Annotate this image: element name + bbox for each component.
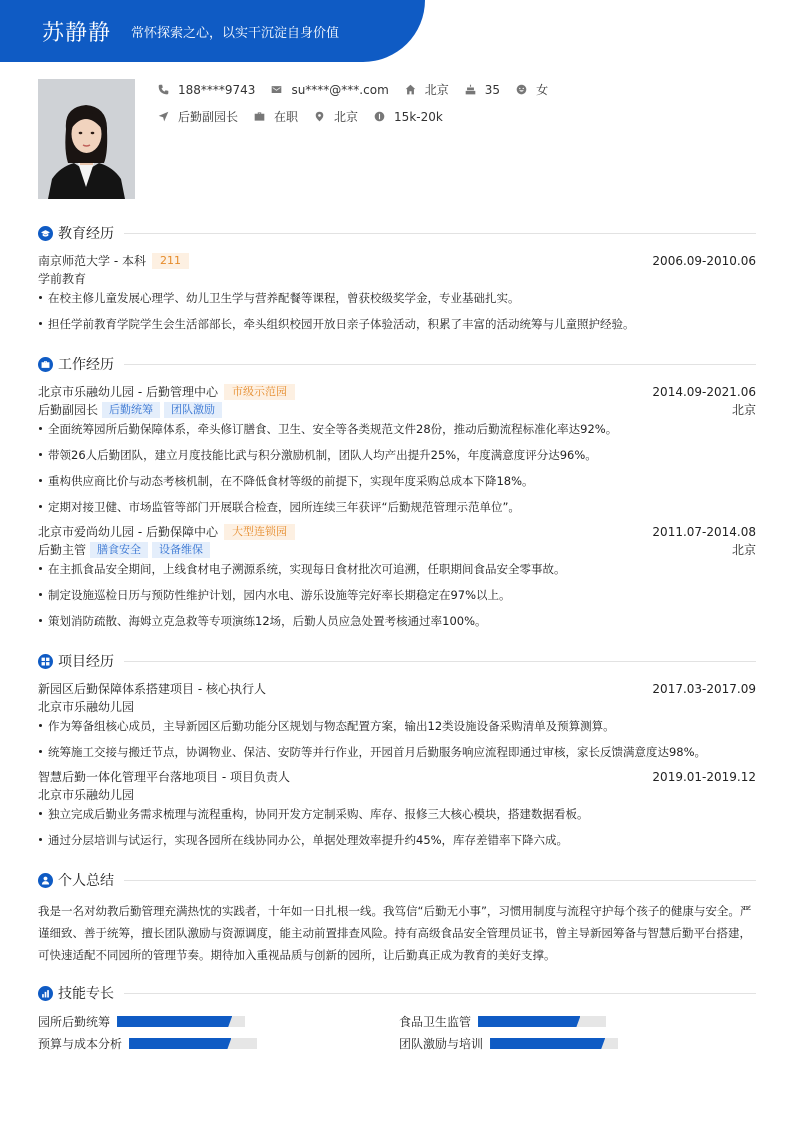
section-title-education: 教育经历 — [58, 226, 114, 242]
work-bullet: 重构供应商比价与动态考核机制，在不降低食材等级的前提下，实现年度采购总成本下降18%。 — [38, 473, 756, 489]
education-date: 2006.09-2010.06 — [652, 254, 756, 268]
skill-bar-fill — [490, 1038, 605, 1049]
project-entry-head — [38, 680, 756, 698]
skill-name: 食品卫生监管 — [399, 1015, 472, 1029]
contact-row-2 — [158, 108, 459, 125]
skill-name: 预算与成本分析 — [38, 1037, 123, 1051]
education-major: 学前教育 — [38, 272, 87, 286]
work-entry-head — [38, 523, 756, 541]
contact-position — [158, 108, 238, 125]
phone-icon — [158, 84, 169, 95]
section-title-summary: 个人总结 — [58, 873, 114, 889]
skill-item — [399, 1035, 618, 1052]
work-role: 后勤副园长 — [38, 403, 99, 417]
work-label: 膳食安全 — [90, 542, 148, 558]
header-band — [0, 0, 425, 62]
work-city: 北京 — [731, 543, 756, 557]
skill-bar — [129, 1038, 257, 1049]
education-school: 南京师范大学 - 本科 — [38, 254, 146, 268]
section-divider — [124, 364, 756, 365]
age-value: 35 — [484, 82, 501, 97]
work-city: 北京 — [731, 403, 756, 417]
project-bullet: 统筹施工交接与搬迁节点，协调物业、保洁、安防等并行作业，开园首月后勤服务响应流程即通过审核，家长反馈满意度达98%。 — [38, 744, 756, 760]
candidate-motto: 常怀探索之心，以实干沉淀自身价值 — [131, 25, 340, 41]
contact-email — [271, 83, 388, 97]
contact-city — [314, 108, 358, 125]
education-bullet: 在校主修儿童发展心理学、幼儿卫生学与营养配餐等课程，曾获校级奖学金，专业基础扎实。 — [38, 290, 756, 306]
hometown-value: 北京 — [424, 83, 449, 97]
skill-item — [38, 1035, 257, 1052]
work-bullet: 策划消防疏散、海姆立克急救等专项演练12场，后勤人员应急处置考核通过率100%。 — [38, 613, 756, 629]
work-bullet: 在主抓食品安全期间，上线食材电子溯源系统，实现每日食材批次可追溯，任职期间食品安全零事故。 — [38, 561, 756, 577]
work-bullet: 定期对接卫健、市场监管等部门开展联合检查，园所连续三年获评“后勤规范管理示范单位”。 — [38, 499, 756, 515]
section-title-skills: 技能专长 — [58, 986, 114, 1002]
project-org-row — [38, 698, 756, 716]
project-bullet: 通过分层培训与试运行，实现各园所在线协同办公，单据处理效率提升约45%，库存差错率下降六成。 — [38, 832, 756, 848]
user-icon — [38, 873, 53, 888]
work-date: 2014.09-2021.06 — [652, 385, 756, 399]
status-value: 在职 — [274, 110, 299, 124]
bar-chart-icon — [38, 986, 53, 1001]
section-divider — [124, 233, 756, 234]
skill-item — [38, 1013, 245, 1030]
position-value: 后勤副园长 — [178, 110, 239, 124]
education-entry-head — [38, 252, 756, 270]
section-title-projects: 项目经历 — [58, 654, 114, 670]
skill-bar — [490, 1038, 618, 1049]
work-role: 后勤主管 — [38, 543, 87, 557]
work-role-row — [38, 541, 756, 559]
graduation-cap-icon — [38, 226, 53, 241]
project-date: 2017.03-2017.09 — [652, 682, 756, 696]
skill-item — [399, 1013, 606, 1030]
contact-age — [465, 83, 500, 97]
portrait-image — [38, 79, 135, 199]
coin-icon — [374, 111, 385, 122]
work-company: 北京市乐融幼儿园 - 后勤管理中心 — [38, 385, 218, 399]
education-bullet: 担任学前教育学院学生会生活部部长，牵头组织校园开放日亲子体验活动，积累了丰富的活动统筹与儿童照护经验。 — [38, 316, 756, 332]
project-title: 新园区后勤保障体系搭建项目 - 核心执行人 — [38, 682, 266, 696]
skill-bar-fill — [117, 1016, 232, 1027]
cake-icon — [465, 84, 476, 95]
skill-bar-fill — [129, 1038, 231, 1049]
contact-salary — [374, 110, 443, 124]
email-value: su****@***.com — [291, 82, 389, 97]
skill-bar — [117, 1016, 245, 1027]
gender-value: 女 — [536, 83, 549, 97]
project-org: 北京市乐融幼儿园 — [38, 700, 135, 714]
project-org: 北京市乐融幼儿园 — [38, 788, 135, 802]
home-icon — [405, 84, 416, 95]
city-value: 北京 — [334, 110, 359, 124]
project-date: 2019.01-2019.12 — [652, 770, 756, 784]
section-divider — [124, 993, 756, 994]
grid-icon — [38, 654, 53, 669]
work-bullet: 制定设施巡检日历与预防性维护计划，园内水电、游乐设施等完好率长期稳定在97%以上。 — [38, 587, 756, 603]
education-tag: 211 — [152, 253, 189, 269]
work-role-row — [38, 401, 756, 419]
mail-icon — [271, 84, 282, 95]
contact-status — [254, 108, 298, 125]
section-education — [38, 223, 756, 243]
work-tag: 市级示范园 — [224, 384, 295, 400]
work-bullet: 全面统筹园所后勤保障体系，牵头修订膳食、卫生、安全等各类规范文件28份，推动后勤流程标准化率达92%。 — [38, 421, 756, 437]
work-label: 设备维保 — [152, 542, 210, 558]
work-label: 团队激励 — [164, 402, 222, 418]
project-title: 智慧后勤一体化管理平台落地项目 - 项目负责人 — [38, 770, 290, 784]
skill-bar — [478, 1016, 606, 1027]
phone-value: 188****9743 — [178, 82, 256, 97]
skill-name: 园所后勤统筹 — [38, 1015, 111, 1029]
section-projects — [38, 651, 756, 671]
section-skills — [38, 983, 756, 1003]
briefcase-icon — [254, 111, 265, 122]
send-icon — [158, 111, 169, 122]
profile-photo — [38, 79, 135, 199]
education-major-row — [38, 270, 756, 288]
project-bullet: 独立完成后勤业务需求梳理与流程重构，协同开发方定制采购、库存、报修三大核心模块，搭建数据看板。 — [38, 806, 756, 822]
work-bullet: 带领26人后勤团队，建立月度技能比武与积分激励机制，团队人均产出提升25%，年度满意度评分达96%。 — [38, 447, 756, 463]
contact-gender — [516, 81, 548, 98]
section-divider — [124, 661, 756, 662]
contact-hometown — [405, 81, 449, 98]
contact-phone — [158, 83, 255, 97]
skill-bar-fill — [478, 1016, 580, 1027]
work-tag: 大型连锁园 — [224, 524, 295, 540]
section-summary — [38, 870, 756, 890]
skill-name: 团队激励与培训 — [399, 1037, 484, 1051]
work-label: 后勤统筹 — [102, 402, 160, 418]
briefcase-icon — [38, 357, 53, 372]
section-divider — [124, 880, 756, 881]
work-date: 2011.07-2014.08 — [652, 525, 756, 539]
contact-row-1 — [158, 81, 564, 98]
candidate-name: 苏静静 — [42, 20, 112, 46]
summary-text: 我是一名对幼教后勤管理充满热忱的实践者，十年如一日扎根一线。我笃信“后勤无小事”，习惯用制度与流程守护每个孩子的健康与安全。严谨细致、善于统筹，擅长团队激励与资源调度，能主动前置排查风险。持有高级食品安全管理员证书，曾主导新园筹备与智慧后勤平台搭建，可快速适配不同园所的管理节奏。期待加入重视品质与创新的园所，让后勤真正成为教育的美好支撑。 — [38, 904, 752, 962]
smile-icon — [516, 84, 527, 95]
project-org-row — [38, 786, 756, 804]
location-pin-icon — [314, 111, 325, 122]
project-entry-head — [38, 768, 756, 786]
project-bullet: 作为筹备组核心成员，主导新园区后勤功能分区规划与物态配置方案，输出12类设施设备采购清单及预算测算。 — [38, 718, 756, 734]
salary-value: 15k-20k — [394, 109, 443, 124]
section-work — [38, 354, 756, 374]
work-entry-head — [38, 383, 756, 401]
work-company: 北京市爱尚幼儿园 - 后勤保障中心 — [38, 525, 218, 539]
section-title-work: 工作经历 — [58, 357, 114, 373]
